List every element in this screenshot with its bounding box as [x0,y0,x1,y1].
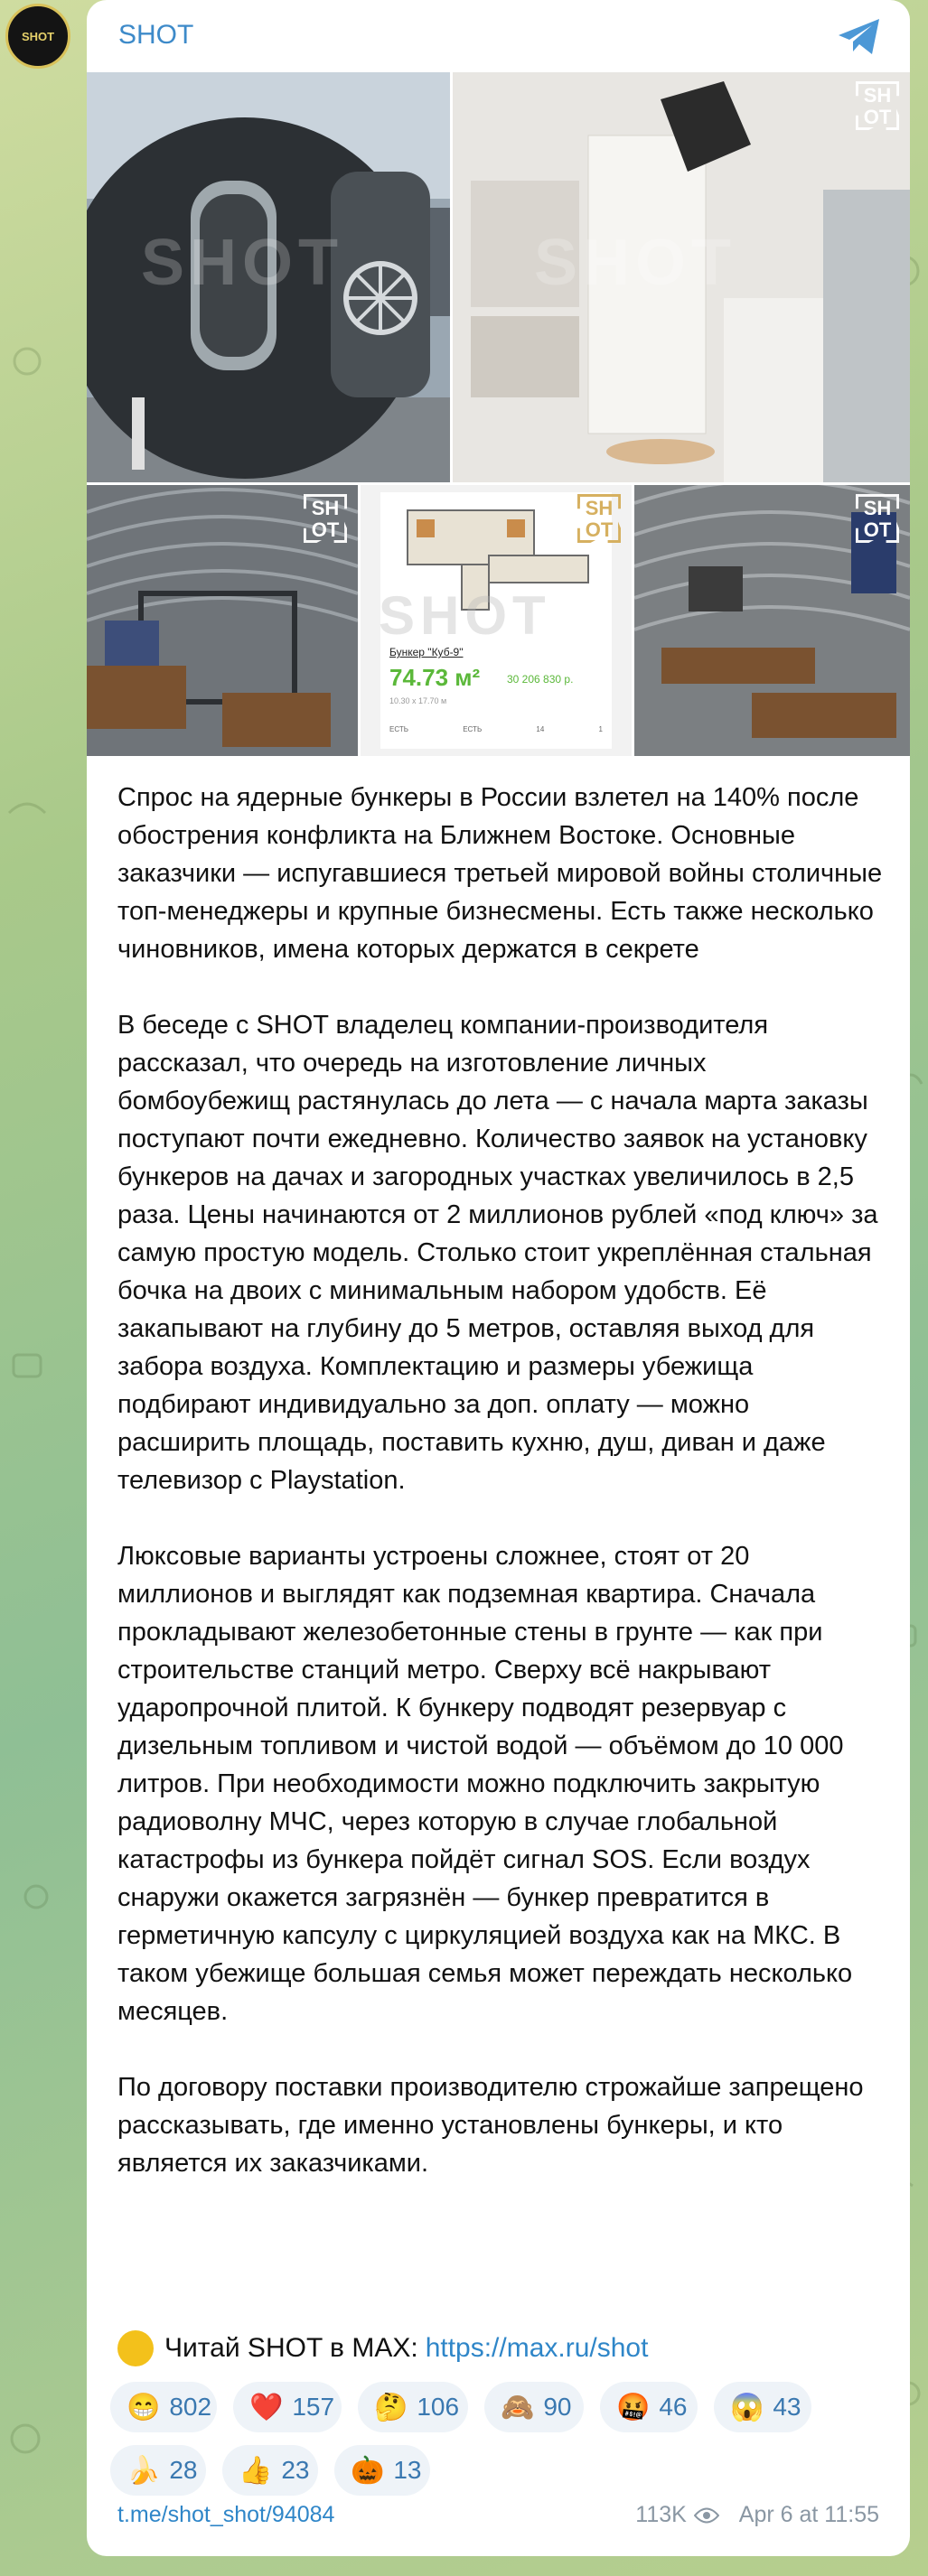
floor-plan-icon-label: 1 [598,725,603,733]
floor-plan-icon-label: 14 [536,725,545,733]
thumbs-up-emoji-icon: 👍 [239,2455,273,2486]
max-link[interactable]: https://max.ru/shot [425,2333,649,2363]
post-header [87,0,910,72]
telegram-icon[interactable] [836,16,883,58]
photo-bunker-corrugated-left[interactable] [87,485,358,756]
reaction-swearing[interactable] [600,2382,698,2432]
avatar-label: SHOT [21,29,55,43]
reaction-count: 13 [393,2456,422,2484]
scream-emoji-icon: 😱 [730,2392,764,2422]
shot-logo: SH OT [577,494,621,543]
post-card [87,0,910,2556]
reaction-count: 802 [169,2393,212,2421]
floor-plan-area: 74.73 м² [389,664,481,691]
banana-emoji-icon: 🍌 [127,2455,161,2486]
post-paragraph: По договору поставки производителю строжайше запрещено рассказывать, где именно установлены бункеры, и кто является их заказчиками. [117,2073,864,2178]
photo-floor-plan[interactable] [361,485,632,756]
reaction-banana[interactable] [110,2445,206,2496]
reaction-count: 90 [543,2393,572,2421]
watermark: SHOT [379,585,551,646]
reaction-thumbs-up[interactable] [222,2445,318,2496]
heart-emoji-icon: ❤️ [249,2392,284,2422]
floor-plan-price: 30 206 830 р. [507,673,574,686]
photo-bunker-corrugated-right[interactable] [634,485,910,756]
thinking-emoji-icon: 🤔 [374,2392,408,2422]
max-promo-line [117,2330,648,2366]
floor-plan-title: Бункер "Куб-9" [389,646,464,658]
swearing-emoji-icon: 🤬 [616,2392,651,2422]
max-promo-text: Читай SHOT в MAX: [164,2333,418,2363]
grin-emoji-icon: 😁 [127,2392,161,2422]
reaction-count: 106 [417,2393,460,2421]
floor-plan-icons [389,725,603,733]
yellow-circle-icon [117,2330,154,2366]
photo-bunker-door[interactable] [87,72,450,482]
reaction-thinking[interactable] [358,2382,468,2432]
reaction-heart[interactable] [233,2382,342,2432]
reaction-see-no-evil[interactable] [484,2382,584,2432]
reaction-scream[interactable] [714,2382,811,2432]
watermark: SHOT [534,227,737,299]
post-text [117,779,886,2220]
post-paragraph: Люксовые варианты устроены сложнее, стоят от 20 миллионов и выглядят как подземная квартира. Сначала прокладывают железобетонные стены в грунте — как при строительстве станций метро. Сверху всё накрывают ударопрочной плитой. К бункеру подводят резервуар с дизельным топливом и чистой водой — объёмом до 10 000 литров. При необходимости можно подключить закрытую радиоволну МЧС, через которую в случае глобальной катастрофы из бункера пойдёт сигнал SOS. Если воздух снаружи окажется загрязнён — бункер превратится в герметичную капсулу с циркуляцией воздуха как на МКС. В таком убежище большая семья может переждать несколько месяцев. [117,1542,853,2026]
reaction-count: 43 [773,2393,801,2421]
post-meta [635,2502,879,2528]
post-date: Apr 6 at 11:55 [738,2502,879,2527]
reaction-count: 28 [169,2456,198,2484]
post-permalink[interactable]: t.me/shot_shot/94084 [117,2502,335,2527]
post-paragraph: Спрос на ядерные бункеры в России взлетел на 140% после обострения конфликта на Ближнем Востоке. Основные заказчики — испугавшиеся третьей мировой войны столичные топ-менеджеры и крупные бизнесмены. Есть также несколько чиновников, имена которых держатся в секрете [117,783,883,964]
shot-logo: SH OT [304,494,347,543]
reaction-count: 157 [292,2393,335,2421]
shot-logo: SH OT [856,494,899,543]
floor-plan-icon-label: ЕСТЬ [463,725,483,733]
floor-plan-icon-label: ЕСТЬ [389,725,408,733]
pumpkin-emoji-icon: 🎃 [351,2455,385,2486]
view-count: 113K [635,2502,687,2527]
reaction-count: 23 [281,2456,310,2484]
shot-logo: SH OT [856,81,899,130]
channel-name[interactable]: SHOT [118,20,194,50]
reaction-pumpkin[interactable] [334,2445,430,2496]
see-no-evil-emoji-icon: 🙈 [501,2392,535,2422]
post-paragraph: В беседе с SHOT владелец компании-производителя рассказал, что очередь на изготовление личных бомбоубежищ растянулась до лета — с начала марта заказы поступают почти ежедневно. Количество заявок на установку бункеров на дачах и загородных участках увеличилось в 2,5 раза. Цены начинаются от 2 миллионов рублей «под ключ» за самую простую модель. Столько стоит укреплённая стальная бочка на двоих с минимальным набором удобств. Её закапывают на глубину до 5 метров, оставляя выход для забора воздуха. Комплектацию и размеры убежища подбирают индивидуально за доп. оплату — можно расширить площадь, поставить кухню, душ, диван и даже телевизор с Playstation. [117,1011,878,1495]
floor-plan-dims: 10.30 х 17.70 м [389,696,447,705]
eye-icon [694,2507,719,2524]
channel-avatar[interactable] [5,4,70,69]
reaction-count: 46 [659,2393,688,2421]
watermark: SHOT [141,227,344,299]
photo-bunker-interior[interactable] [453,72,910,482]
reaction-grin[interactable] [110,2382,217,2432]
